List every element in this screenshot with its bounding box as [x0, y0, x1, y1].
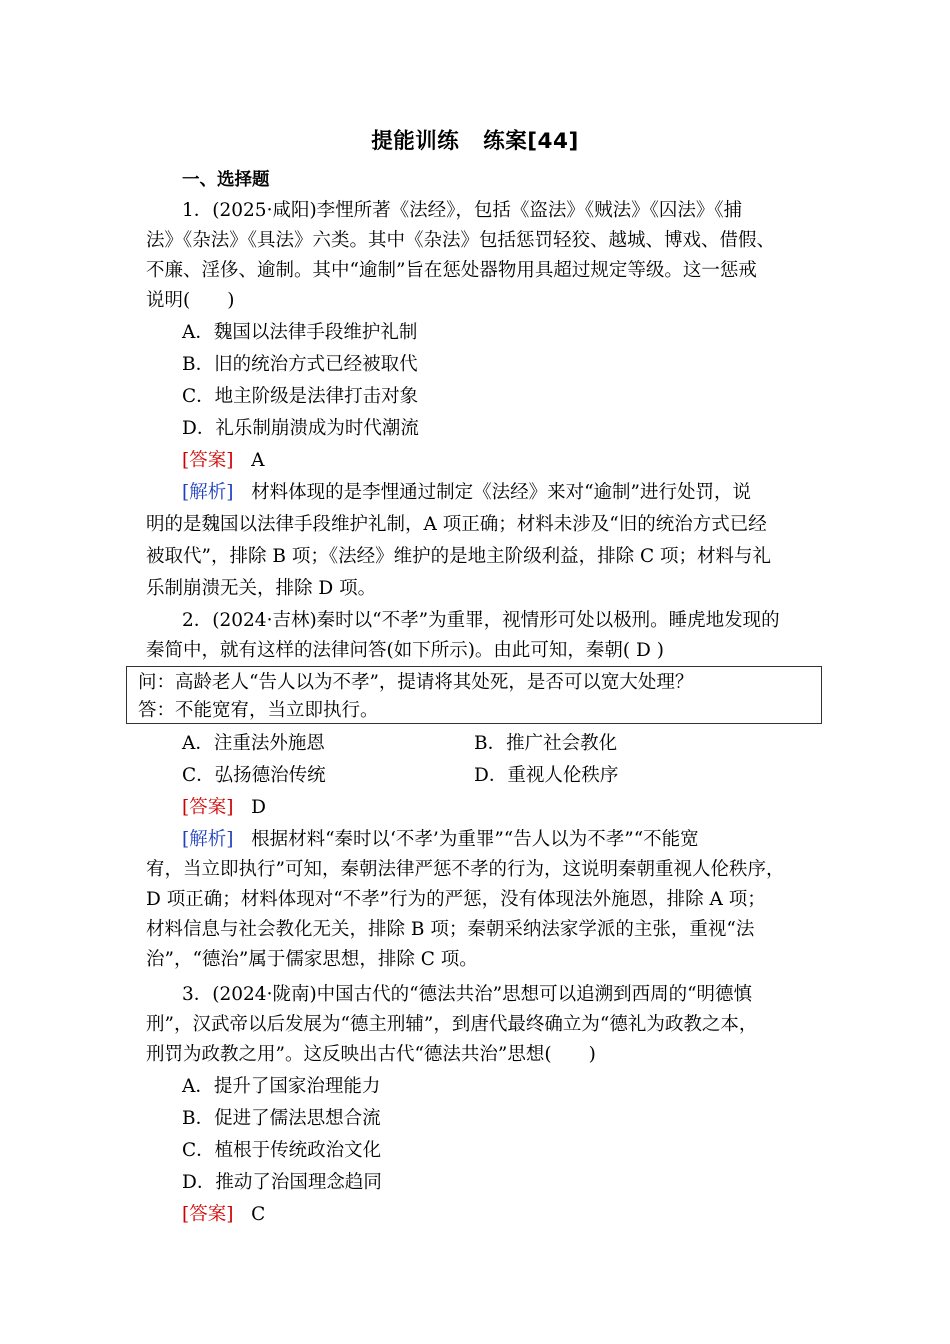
q2-analysis-line-4: 材料信息与社会教化无关，排除 B 项；秦朝采纳法家学派的主张，重视“法 [146, 919, 755, 940]
q3-option-c: C．植根于传统政治文化 [182, 1140, 382, 1161]
answer-value: D [251, 797, 266, 818]
q2-option-d: D．重视人伦秩序 [474, 765, 619, 786]
q2-line-2: 秦简中，就有这样的法律问答(如下所示)。由此可知，秦朝( D ) [146, 640, 664, 661]
q2-line-1: 2．(2024·吉林)秦时以“不孝”为重罪，视情形可处以极刑。睡虎地发现的 [182, 610, 780, 631]
q2-box-line-2: 答：不能宽宥，当立即执行。 [138, 700, 379, 721]
q2-quote-box [126, 666, 822, 724]
q1-analysis-line-2: 明的是魏国以法律手段维护礼制，A 项正确；材料未涉及“旧的统治方式已经 [146, 514, 767, 535]
answer-tag: [答案] [182, 797, 234, 818]
q3-answer [182, 1200, 265, 1226]
q1-line-4: 说明( ) [146, 290, 235, 311]
q2-answer [182, 793, 266, 819]
analysis-tag: [解析] [182, 482, 234, 503]
page-title [0, 124, 950, 155]
q3-line-3: 刑罚为政教之用”。这反映出古代“德法共治”思想( ) [146, 1044, 596, 1065]
q1-option-b: B．旧的统治方式已经被取代 [182, 354, 418, 375]
answer-value: C [251, 1204, 266, 1225]
q2-analysis-line-2: 宥，当立即执行”可知，秦朝法律严惩不孝的行为，这说明秦朝重视人伦秩序， [146, 859, 785, 880]
q1-option-d: D．礼乐制崩溃成为时代潮流 [182, 418, 419, 439]
q2-analysis-line-3: D 项正确；材料体现对“不孝”行为的严惩，没有体现法外施恩，排除 A 项； [146, 889, 766, 910]
q2-option-b: B．推广社会教化 [474, 733, 618, 754]
title-left: 提能训练 [371, 129, 460, 154]
answer-tag: [答案] [182, 1204, 234, 1225]
q1-option-a: A．魏国以法律手段维护礼制 [182, 322, 418, 343]
q2-analysis-line-1: [解析] 根据材料“秦时以‘不孝’为重罪”“告人以为不孝”“不能宽 [182, 829, 699, 850]
q1-line-1: 1．(2025·咸阳)李悝所著《法经》，包括《盗法》《贼法》《囚法》《捕 [182, 200, 743, 221]
q2-analysis-line-5: 治”，“德治”属于儒家思想，排除 C 项。 [146, 949, 478, 970]
q3-line-1: 3．(2024·陇南)中国古代的“德法共治”思想可以追溯到西周的“明德慎 [182, 984, 753, 1005]
q1-analysis-line-1: [解析] 材料体现的是李悝通过制定《法经》来对“逾制”进行处罚，说 [182, 482, 752, 503]
q3-option-b: B．促进了儒法思想合流 [182, 1108, 381, 1129]
q1-line-3: 不廉、淫侈、逾制。其中“逾制”旨在惩处器物用具超过规定等级。这一惩戒 [146, 260, 757, 281]
q1-analysis-line-4: 乐制崩溃无关，排除 D 项。 [146, 578, 377, 599]
section-heading: 一、选择题 [182, 170, 270, 190]
q3-option-a: A．提升了国家治理能力 [182, 1076, 381, 1097]
q2-option-a: A．注重法外施恩 [182, 733, 325, 754]
q3-line-2: 刑”，汉武帝以后发展为“德主刑辅”，到唐代最终确立为“德礼为政教之本， [146, 1014, 758, 1035]
analysis-tag: [解析] [182, 829, 234, 850]
answer-tag: [答案] [182, 450, 234, 471]
q1-analysis-line-3: 被取代”，排除 B 项；《法经》维护的是地主阶级利益，排除 C 项；材料与礼 [146, 546, 771, 567]
q1-line-2: 法》《杂法》《具法》六类。其中《杂法》包括惩罚轻狡、越城、博戏、借假、 [146, 230, 776, 251]
q3-option-d: D．推动了治国理念趋同 [182, 1172, 382, 1193]
q2-box-line-1: 问：高龄老人“告人以为不孝”，提请将其处死，是否可以宽大处理？ [138, 672, 694, 693]
q1-option-c: C．地主阶级是法律打击对象 [182, 386, 419, 407]
title-right: 练案[44] [483, 129, 579, 154]
q2-option-c: C．弘扬德治传统 [182, 765, 326, 786]
q1-answer [182, 446, 264, 472]
answer-value: A [251, 450, 265, 471]
